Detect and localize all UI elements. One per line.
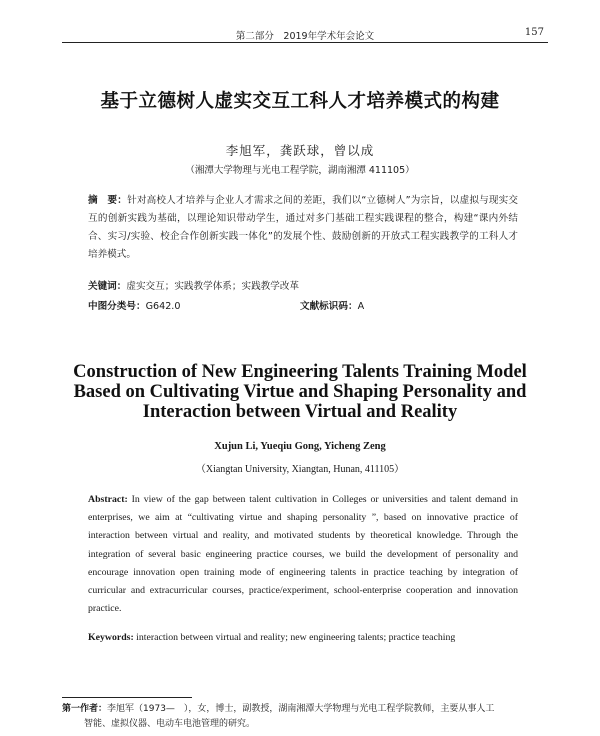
english-abstract-text: In view of the gap between talent cultivation in Colleges or universities and talent demand in enterprises, we aim at “cultivating virtue and shaping personality ”, based on innovative practice of interaction between virtual and reality, and motivated students by theoretical knowledge. Through the integration of several basic engineering practice courses, we build the development of personality and encourage innovation open training mode of engineering talents in practice teaching by integration of curricular and extracurricular courses, practice/experiment, school-enterprise cooperation and innovation practice. [88, 494, 518, 615]
english-affiliation: （Xiangtan University, Xiangtan, Hunan, 411105） [195, 464, 405, 475]
clc-value: G642.0 [145, 301, 181, 312]
clc-label: 中图分类号： [88, 301, 146, 312]
doc-code-label: 文献标识码： [300, 301, 358, 312]
chinese-keywords [88, 278, 518, 292]
english-authors: Xujun Li, Yueqiu Gong, Yicheng Zeng [214, 441, 386, 452]
chinese-affiliation: （湘潭大学物理与光电工程学院，湖南湘潭 411105） [185, 165, 415, 176]
chinese-abstract [88, 192, 518, 264]
chinese-keywords-label: 关键词： [88, 281, 127, 292]
footnote-line-2: 智能、虚拟仪器、电动车电池管理的研究。 [84, 719, 256, 729]
footnote-line-1 [62, 702, 548, 717]
classification-line [88, 298, 518, 312]
clc-field [88, 301, 180, 312]
chinese-title: 基于立德树人虚实交互工科人才培养模式的构建 [100, 91, 500, 112]
running-header [62, 26, 548, 43]
doc-code-value: A [357, 301, 365, 312]
english-keywords-text: interaction between virtual and reality; new engineering talents; practice teaching [136, 632, 456, 643]
english-abstract [88, 491, 518, 618]
chinese-authors: 李旭军，龚跃球，曾以成 [225, 143, 375, 158]
running-title: 第二部分 2019年学术年会论文 [235, 31, 375, 42]
author-footnote [62, 702, 548, 732]
english-title: Construction of New Engineering Talents Training Model Based on Cultivating Virtue and Shaping Personality and Interaction between Virtual and Reality [73, 362, 527, 422]
page-number: 157 [524, 27, 544, 38]
footnote-text-1: 李旭军（1973— ），女，博士，副教授，湖南湘潭大学物理与光电工程学院教师，主要从事人工 [107, 704, 495, 714]
footnote-divider [62, 697, 192, 698]
chinese-keywords-text: 虚实交互；实践教学体系；实践教学改革 [126, 281, 300, 292]
english-abstract-label: Abstract: [88, 494, 128, 505]
english-keywords-label: Keywords: [88, 632, 134, 643]
chinese-abstract-text: 针对高校人才培养与企业人才需求之间的差距，我们以“立德树人”为宗旨，以虚拟与现实交互的创新实践为基础，以理论知识带动学生，通过对多门基础工程实践课程的整合，构建“课内外结合、实习/实验、校企合作创新实践一体化”的发展个性、鼓励创新的开放式工程实践教学的工科人才培养模式。 [88, 195, 518, 260]
chinese-abstract-label: 摘 要： [88, 195, 128, 206]
doc-code-field [300, 298, 364, 312]
footnote-label: 第一作者： [62, 704, 108, 714]
english-keywords [88, 632, 518, 643]
